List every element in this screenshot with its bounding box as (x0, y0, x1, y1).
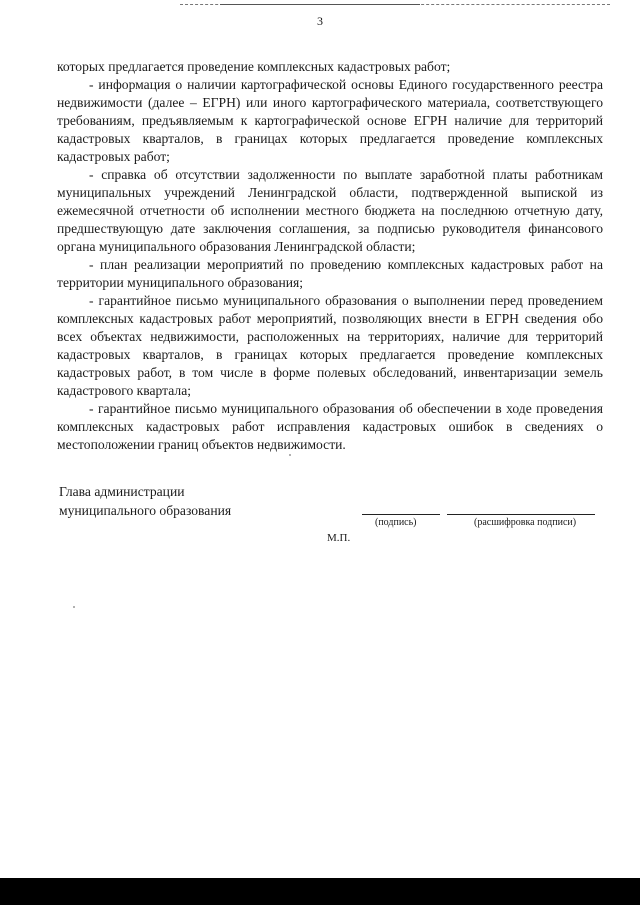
signature-block (59, 482, 309, 520)
document-body (57, 58, 603, 454)
list-item-implementation-plan: - план реализации мероприятий по проведению комплексных кадастровых работ на территории муниципального образования; (57, 257, 603, 290)
decode-caption: (расшифровка подписи) (474, 517, 577, 528)
list-item-egrn-basis: - информация о наличии картографической основы Единого государственного реестра недвижимости (далее – ЕГРН) или иного картографического материала, соответствующего требованиям, предъявляемым к картографической основе ЕГРН наличие для территорий кадастровых кварталов, в границах которых предлагается проведение комплексных кадастровых работ; (57, 77, 603, 164)
paragraph-continuation: которых предлагается проведение комплексных кадастровых работ; (57, 59, 451, 74)
stamp-place: М.П. (327, 532, 351, 544)
scan-speck (73, 606, 75, 608)
signature-line (362, 514, 440, 515)
scan-bottom-border (0, 878, 640, 905)
list-item-guarantee-letter-errors: - гарантийное письмо муниципального образования об обеспечении в ходе проведения комплексных кадастровых работ исправления кадастровых ошибок в сведениях о местоположении границ объектов недвижимости. (57, 401, 603, 452)
signature-caption: (подпись) (375, 517, 417, 528)
signature-title-line1: Глава администрации (59, 484, 185, 499)
scan-speck (289, 454, 291, 456)
list-item-guarantee-letter-measures: - гарантийное письмо муниципального образования о выполнении перед проведением комплексных кадастровых работ мероприятий, позволяющих внести в ЕГРН сведения обо всех объектах недвижимости, расположенных на территориях, наличие для территорий кадастровых кварталов, в границах которых предлагается проведение комплексных кадастровых работ, в том числе в форме полевых обследований, инвентаризации земель кадастрового квартала; (57, 293, 603, 398)
scan-top-line (220, 4, 420, 5)
list-item-salary-certificate: - справка об отсутствии задолженности по выплате заработной платы работникам муниципальных учреждений Ленинградской области, подтвержденной выпиской из ежемесячной отчетности об исполнении местного бюджета на последнюю отчетную дату, предшествующую дате заключения соглашения, за подписью руководителя финансового органа муниципального образования Ленинградской области; (57, 167, 603, 254)
signature-title-line2: муниципального образования (59, 503, 232, 518)
page-number: 3 (317, 14, 323, 28)
decode-line (447, 514, 595, 515)
